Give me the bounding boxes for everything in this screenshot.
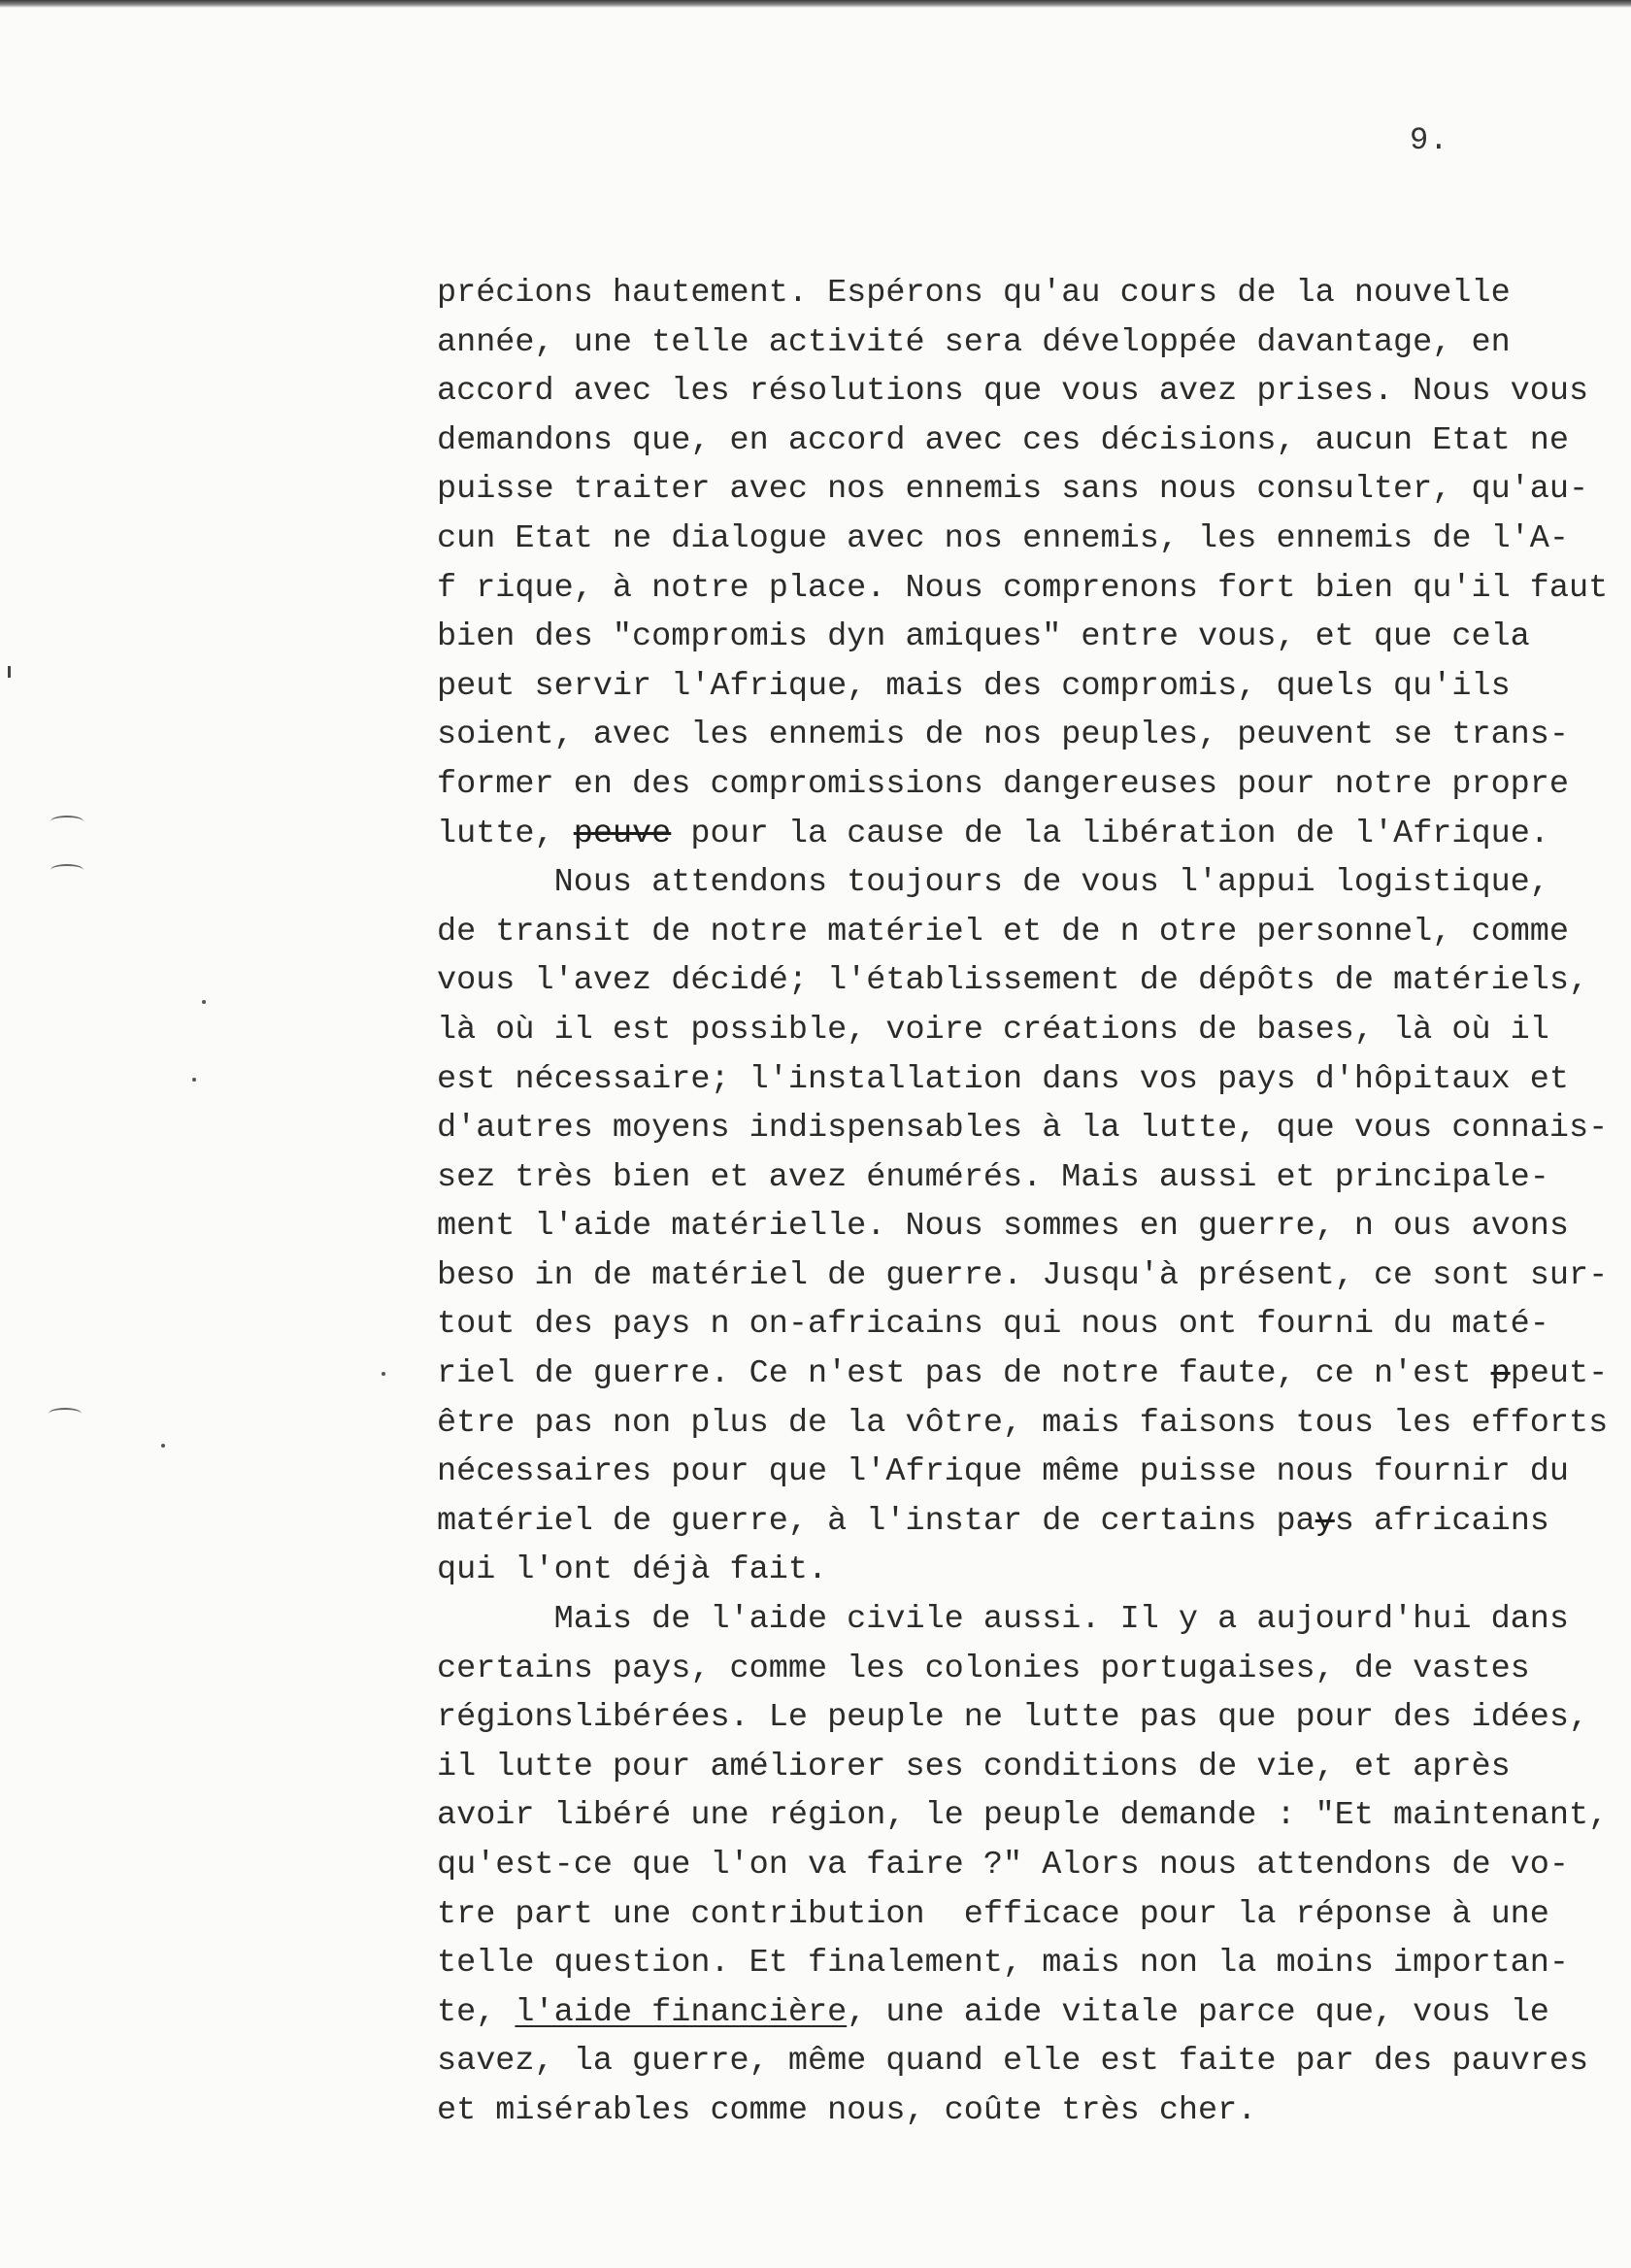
text-line: [437, 1350, 1609, 1399]
text-segment: ment l'aide matérielle. Nous sommes en guerre, n ous avons: [437, 1208, 1569, 1246]
text-line: [437, 1399, 1609, 1449]
text-segment: riel de guerre. Ce n'est pas de notre faute, ce n'est: [437, 1355, 1491, 1393]
text-line: [437, 810, 1602, 859]
underlined-text: l'aide financière: [515, 1993, 848, 2031]
text-line: [437, 1693, 1602, 1743]
text-line: [437, 564, 1609, 614]
text-line: [437, 1251, 1609, 1301]
text-segment: pour la cause de la libération de l'Afrique.: [671, 815, 1549, 852]
text-line: [437, 1743, 1602, 1792]
text-segment: puisse traiter avec nos ennemis sans nous consulter, qu'au-: [437, 471, 1589, 509]
text-line: [437, 613, 1602, 662]
text-segment: matériel de guerre, à l'instar de certains pa: [437, 1502, 1315, 1540]
text-segment: soient, avec les ennemis de nos peuples, peuvent se trans-: [437, 717, 1569, 754]
text-segment: précions hautement. Espérons qu'au cours de la nouvelle: [437, 275, 1511, 312]
text-line: [437, 956, 1602, 1006]
text-segment: sez très bien et avez énumérés. Mais aussi et principale-: [437, 1158, 1549, 1196]
text-segment: année, une telle activité sera développée davantage, en: [437, 323, 1511, 361]
text-segment: former en des compromissions dangereuses pour notre propre: [437, 765, 1569, 803]
text-line: [437, 269, 1602, 318]
text-segment: f rique, à notre place. Nous comprenons fort bien qu'il faut: [437, 569, 1609, 607]
text-segment: il lutte pour améliorer ses conditions de vie, et après: [437, 1748, 1511, 1785]
text-line: [437, 1595, 1602, 1645]
text-segment: tout des pays n on-africains qui nous ont fourni du maté-: [437, 1306, 1549, 1344]
text-segment: de transit de notre matériel et de n otre personnel, comme: [437, 913, 1569, 951]
text-segment: et misérables comme nous, coûte très cher.: [437, 2091, 1257, 2129]
text-segment: vous l'avez décidé; l'établissement de dépôts de matériels,: [437, 962, 1589, 1000]
text-line: [437, 1497, 1602, 1547]
text-segment: qui l'ont déjà fait.: [437, 1551, 828, 1589]
text-line: [437, 1300, 1602, 1350]
text-line: [437, 367, 1602, 417]
text-segment: régionslibérées. Le peuple ne lutte pas que pour des idées,: [437, 1699, 1589, 1737]
text-segment: d'autres moyens indispensables à la lutte, que vous connais-: [437, 1110, 1609, 1148]
text-line: [437, 760, 1602, 810]
text-line: [437, 2086, 1602, 2136]
text-segment: cun Etat ne dialogue avec nos ennemis, les ennemis de l'A-: [437, 519, 1569, 557]
text-line: [437, 1890, 1602, 1940]
text-segment: tre part une contribution efficace pour la réponse à une: [437, 1895, 1549, 1933]
text-line: [437, 1841, 1602, 1890]
margin-mark: [50, 816, 83, 827]
margin-mark: [8, 666, 11, 678]
text-line: [437, 1939, 1602, 1988]
text-segment: certains pays, comme les colonies portugaises, de vastes: [437, 1650, 1530, 1687]
margin-dot: [382, 1372, 385, 1376]
text-line: [437, 662, 1602, 712]
text-segment: Mais de l'aide civile aussi. Il y a aujourd'hui dans: [437, 1601, 1569, 1639]
text-line: [437, 1006, 1602, 1055]
text-line: [437, 1153, 1602, 1203]
text-line: [437, 1055, 1602, 1105]
text-segment: qu'est-ce que l'on va faire ?" Alors nous attendons de vo-: [437, 1847, 1569, 1884]
text-segment: nécessaires pour que l'Afrique même puisse nous fournir du: [437, 1453, 1569, 1491]
margin-mark: [49, 1408, 82, 1419]
text-line: [437, 858, 1602, 908]
struck-text: p: [1490, 1355, 1511, 1393]
page-number: 9.: [1410, 122, 1449, 158]
margin-dot: [192, 1078, 196, 1082]
text-line: [437, 1988, 1602, 2038]
margin-dot: [202, 1000, 206, 1004]
text-segment: bien des "compromis dyn amiques" entre vous, et que cela: [437, 618, 1530, 656]
text-line: [437, 1645, 1602, 1694]
text-line: [437, 1546, 1602, 1595]
text-segment: là où il est possible, voire créations de bases, là où il: [437, 1011, 1549, 1049]
text-line: [437, 1202, 1602, 1251]
text-line: [437, 711, 1602, 760]
scan-top-edge: [0, 0, 1631, 8]
margin-mark: [50, 864, 83, 876]
text-segment: accord avec les résolutions que vous avez prises. Nous vous: [437, 373, 1589, 411]
text-line: [437, 515, 1602, 564]
text-line: [437, 417, 1602, 466]
struck-text: peuve: [573, 815, 672, 852]
text-segment: savez, la guerre, même quand elle est faite par des pauvres: [437, 2043, 1589, 2081]
struck-text: y: [1315, 1502, 1335, 1540]
text-line: [437, 1791, 1609, 1841]
text-line: [437, 2037, 1602, 2086]
text-line: [437, 465, 1602, 515]
text-segment: est nécessaire; l'installation dans vos pays d'hôpitaux et: [437, 1060, 1569, 1098]
text-segment: demandons que, en accord avec ces décisions, aucun Etat ne: [437, 421, 1569, 459]
text-segment: beso in de matériel de guerre. Jusqu'à présent, ce sont sur-: [437, 1256, 1609, 1294]
text-segment: être pas non plus de la vôtre, mais faisons tous les efforts: [437, 1404, 1609, 1442]
text-segment: te,: [437, 1993, 516, 2031]
text-segment: s africains: [1334, 1502, 1549, 1540]
text-segment: telle question. Et finalement, mais non la moins importan-: [437, 1945, 1569, 1983]
body-text: [437, 269, 1609, 2136]
text-segment: Nous attendons toujours de vous l'appui logistique,: [437, 864, 1549, 902]
margin-dot: [161, 1444, 165, 1448]
text-line: [437, 1104, 1609, 1153]
text-line: [437, 318, 1602, 368]
text-line: [437, 908, 1602, 957]
text-segment: avoir libéré une région, le peuple demande : "Et maintenant,: [437, 1797, 1609, 1835]
text-segment: lutte,: [437, 815, 574, 852]
text-segment: peut servir l'Afrique, mais des compromis, quels qu'ils: [437, 667, 1511, 705]
text-line: [437, 1448, 1602, 1497]
text-segment: peut-: [1510, 1355, 1609, 1393]
text-segment: , une aide vitale parce que, vous le: [847, 1993, 1549, 2031]
